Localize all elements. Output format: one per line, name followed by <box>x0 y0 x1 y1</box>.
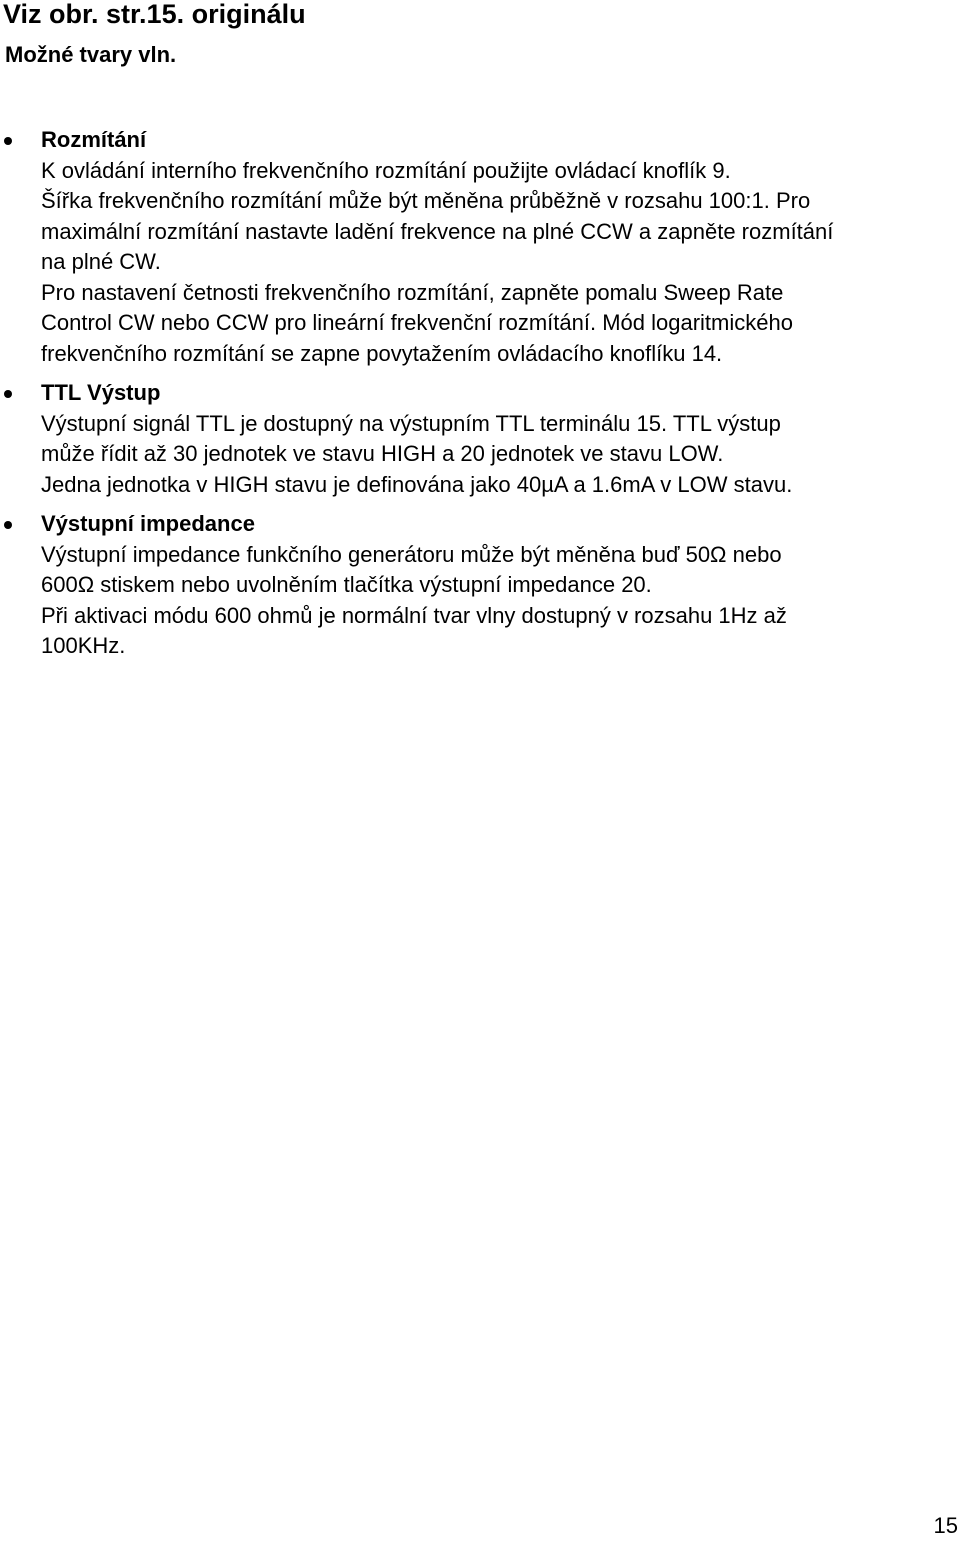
paragraph-line: Při aktivaci módu 600 ohmů je normální tvar vlny dostupný v rozsahu 1Hz až <box>41 602 787 628</box>
paragraph-line: Jedna jednotka v HIGH stavu je definována jako 40µA a 1.6mA v LOW stavu. <box>41 471 793 497</box>
paragraph-line: 600Ω stiskem nebo uvolněním tlačítka výstupní impedance 20. <box>41 572 652 597</box>
section-heading: Rozmítání <box>41 127 147 152</box>
bullet-icon <box>4 137 12 145</box>
page-number: 15 <box>933 1513 958 1538</box>
paragraph-line: 100KHz. <box>41 633 126 658</box>
paragraph-line: Pro nastavení četnosti frekvenčního rozmítání, zapněte pomalu Sweep Rate <box>41 279 784 305</box>
section-heading: Výstupní impedance <box>41 511 255 536</box>
paragraph-line: Control CW nebo CCW pro lineární frekvenční rozmítání. Mód logaritmického <box>41 310 793 335</box>
paragraph-line: na plné CW. <box>41 249 161 274</box>
section-heading: TTL Výstup <box>41 380 161 405</box>
section-list <box>0 125 960 671</box>
paragraph-line: frekvenčního rozmítání se zapne povytažením ovládacího knoflíku 14. <box>41 340 723 366</box>
bullet-icon <box>4 390 12 398</box>
paragraph-line: Šířka frekvenčního rozmítání může být měněna průběžně v rozsahu 100:1. Pro <box>41 188 811 213</box>
paragraph-line: maximální rozmítání nastavte ladění frekvence na plné CCW a zapněte rozmítání <box>41 218 834 244</box>
page-subtitle: Možné tvary vln. <box>5 42 177 67</box>
section-ttl-output <box>0 378 960 500</box>
section-output-impedance <box>0 509 960 662</box>
paragraph-line: Výstupní signál TTL je dostupný na výstupním TTL terminálu 15. TTL výstup <box>41 410 781 436</box>
paragraph-line: K ovládání interního frekvenčního rozmítání použijte ovládací knoflík 9. <box>41 157 731 183</box>
section-sweep <box>0 125 960 369</box>
paragraph-line: může řídit až 30 jednotek ve stavu HIGH a 20 jednotek ve stavu LOW. <box>41 441 724 466</box>
paragraph-line: Výstupní impedance funkčního generátoru může být měněna buď 50Ω nebo <box>41 541 782 567</box>
bullet-icon <box>4 521 12 529</box>
page-title: Viz obr. str.15. originálu <box>3 0 306 29</box>
